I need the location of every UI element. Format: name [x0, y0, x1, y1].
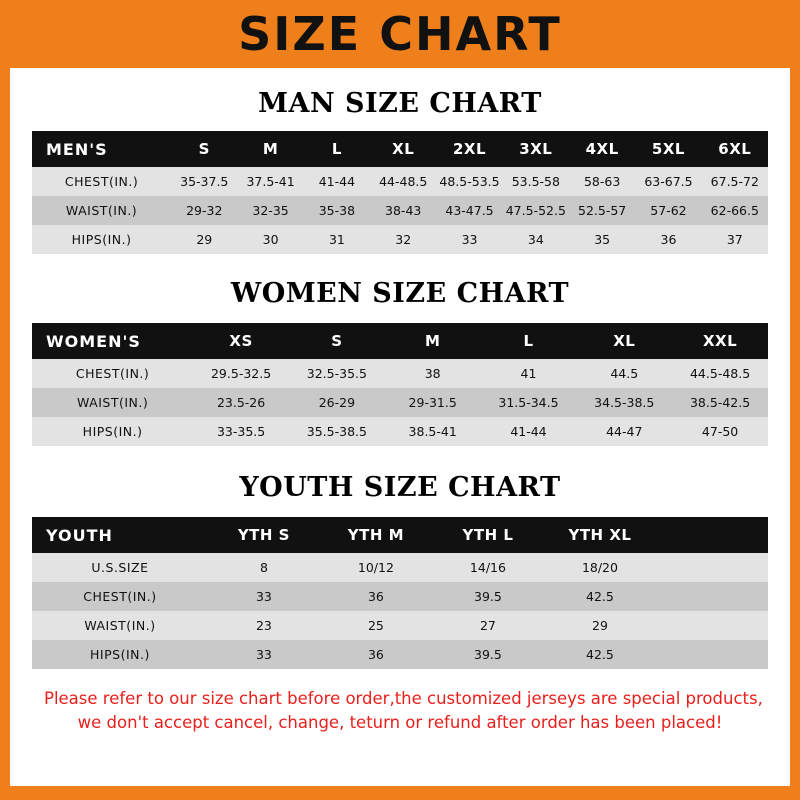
youth-row-2-val-2: 27	[432, 611, 544, 640]
men-row-2-val-1: 30	[237, 225, 303, 254]
men-row-0-val-7: 63-67.5	[635, 167, 701, 196]
men-row-1-val-7: 57-62	[635, 196, 701, 225]
men-row-1-val-1: 32-35	[237, 196, 303, 225]
women-row-2-val-4: 44-47	[576, 417, 672, 446]
men-col-2: L	[304, 131, 370, 167]
table-row	[32, 359, 768, 388]
men-row-1-val-0: 29-32	[171, 196, 237, 225]
men-col-8: 6XL	[702, 131, 768, 167]
youth-row-1-val-4	[656, 582, 768, 611]
women-row-0-val-0: 29.5-32.5	[193, 359, 289, 388]
men-row-1-val-4: 43-47.5	[436, 196, 502, 225]
women-row-1-val-1: 26-29	[289, 388, 385, 417]
table-header-row	[32, 323, 768, 359]
women-row-0-val-2: 38	[385, 359, 481, 388]
section-title-youth: YOUTH SIZE CHART	[239, 472, 561, 503]
men-row-2-val-4: 33	[436, 225, 502, 254]
men-col-5: 3XL	[503, 131, 569, 167]
women-row-2-val-1: 35.5-38.5	[289, 417, 385, 446]
table-row	[32, 611, 768, 640]
women-row-1-val-4: 34.5-38.5	[576, 388, 672, 417]
footer-note	[32, 687, 768, 735]
women-row-2-label: HIPS(IN.)	[32, 417, 193, 446]
men-row-0-val-3: 44-48.5	[370, 167, 436, 196]
women-row-2-val-2: 38.5-41	[385, 417, 481, 446]
men-label-header: MEN'S	[32, 131, 171, 167]
section-title-men: MAN SIZE CHART	[258, 88, 542, 119]
women-row-2-val-0: 33-35.5	[193, 417, 289, 446]
women-row-2-val-5: 47-50	[672, 417, 768, 446]
youth-row-3-val-2: 39.5	[432, 640, 544, 669]
table-header-row	[32, 131, 768, 167]
table-row	[32, 167, 768, 196]
youth-row-1-val-0: 33	[208, 582, 320, 611]
footer-note-line-2: we don't accept cancel, change, teturn or refund after order has been placed!	[77, 712, 723, 732]
women-row-1-val-3: 31.5-34.5	[481, 388, 577, 417]
table-row	[32, 225, 768, 254]
women-row-0-val-5: 44.5-48.5	[672, 359, 768, 388]
women-col-2: M	[385, 323, 481, 359]
men-row-1-label: WAIST(IN.)	[32, 196, 171, 225]
men-row-1-val-6: 52.5-57	[569, 196, 635, 225]
youth-row-1-val-1: 36	[320, 582, 432, 611]
youth-row-0-val-2: 14/16	[432, 553, 544, 582]
youth-row-2-val-3: 29	[544, 611, 656, 640]
men-row-1-val-8: 62-66.5	[702, 196, 768, 225]
table-row	[32, 553, 768, 582]
men-row-2-val-8: 37	[702, 225, 768, 254]
youth-col-4	[656, 517, 768, 553]
men-row-2-label: HIPS(IN.)	[32, 225, 171, 254]
youth-row-1-val-3: 42.5	[544, 582, 656, 611]
page-title: SIZE CHART	[238, 7, 562, 61]
men-row-1-val-5: 47.5-52.5	[503, 196, 569, 225]
men-row-0-val-4: 48.5-53.5	[436, 167, 502, 196]
youth-row-0-label: U.S.SIZE	[32, 553, 208, 582]
men-col-1: M	[237, 131, 303, 167]
table-header-row	[32, 517, 768, 553]
youth-size-table	[32, 517, 768, 669]
youth-row-2-val-4	[656, 611, 768, 640]
table-row	[32, 417, 768, 446]
youth-row-0-val-1: 10/12	[320, 553, 432, 582]
youth-row-3-val-1: 36	[320, 640, 432, 669]
table-row	[32, 388, 768, 417]
men-col-7: 5XL	[635, 131, 701, 167]
youth-row-3-val-4	[656, 640, 768, 669]
women-row-1-val-2: 29-31.5	[385, 388, 481, 417]
header-band	[0, 0, 800, 68]
youth-label-header: YOUTH	[32, 517, 208, 553]
women-col-4: XL	[576, 323, 672, 359]
youth-row-3-label: HIPS(IN.)	[32, 640, 208, 669]
men-row-1-val-3: 38-43	[370, 196, 436, 225]
women-row-1-label: WAIST(IN.)	[32, 388, 193, 417]
women-label-header: WOMEN'S	[32, 323, 193, 359]
youth-col-1: YTH M	[320, 517, 432, 553]
youth-row-3-val-3: 42.5	[544, 640, 656, 669]
men-col-0: S	[171, 131, 237, 167]
men-row-2-val-5: 34	[503, 225, 569, 254]
men-col-6: 4XL	[569, 131, 635, 167]
men-row-0-val-5: 53.5-58	[503, 167, 569, 196]
youth-row-3-val-0: 33	[208, 640, 320, 669]
men-col-4: 2XL	[436, 131, 502, 167]
women-size-table	[32, 323, 768, 446]
youth-row-2-val-1: 25	[320, 611, 432, 640]
youth-row-1-label: CHEST(IN.)	[32, 582, 208, 611]
youth-row-0-val-0: 8	[208, 553, 320, 582]
women-col-0: XS	[193, 323, 289, 359]
youth-row-0-val-3: 18/20	[544, 553, 656, 582]
men-row-2-val-3: 32	[370, 225, 436, 254]
men-row-0-val-0: 35-37.5	[171, 167, 237, 196]
table-row	[32, 640, 768, 669]
youth-col-0: YTH S	[208, 517, 320, 553]
men-row-1-val-2: 35-38	[304, 196, 370, 225]
men-row-2-val-6: 35	[569, 225, 635, 254]
youth-row-2-val-0: 23	[208, 611, 320, 640]
youth-row-1-val-2: 39.5	[432, 582, 544, 611]
women-row-1-val-0: 23.5-26	[193, 388, 289, 417]
women-row-2-val-3: 41-44	[481, 417, 577, 446]
footer-note-line-1: Please refer to our size chart before order,the customized jerseys are special products,	[44, 689, 763, 708]
men-row-0-val-8: 67.5-72	[702, 167, 768, 196]
women-row-0-val-3: 41	[481, 359, 577, 388]
section-title-women: WOMEN SIZE CHART	[230, 278, 570, 309]
youth-col-3: YTH XL	[544, 517, 656, 553]
women-row-0-val-1: 32.5-35.5	[289, 359, 385, 388]
women-col-3: L	[481, 323, 577, 359]
men-row-2-val-2: 31	[304, 225, 370, 254]
table-row	[32, 582, 768, 611]
youth-row-2-label: WAIST(IN.)	[32, 611, 208, 640]
youth-col-2: YTH L	[432, 517, 544, 553]
men-row-0-val-1: 37.5-41	[237, 167, 303, 196]
bottom-band	[0, 786, 800, 800]
women-col-5: XXL	[672, 323, 768, 359]
men-col-3: XL	[370, 131, 436, 167]
men-row-0-val-6: 58-63	[569, 167, 635, 196]
women-row-0-val-4: 44.5	[576, 359, 672, 388]
table-row	[32, 196, 768, 225]
chart-content	[10, 88, 790, 735]
men-row-2-val-7: 36	[635, 225, 701, 254]
men-row-0-label: CHEST(IN.)	[32, 167, 171, 196]
men-row-0-val-2: 41-44	[304, 167, 370, 196]
youth-row-0-val-4	[656, 553, 768, 582]
women-row-0-label: CHEST(IN.)	[32, 359, 193, 388]
women-col-1: S	[289, 323, 385, 359]
men-size-table	[32, 131, 768, 254]
women-row-1-val-5: 38.5-42.5	[672, 388, 768, 417]
men-row-2-val-0: 29	[171, 225, 237, 254]
